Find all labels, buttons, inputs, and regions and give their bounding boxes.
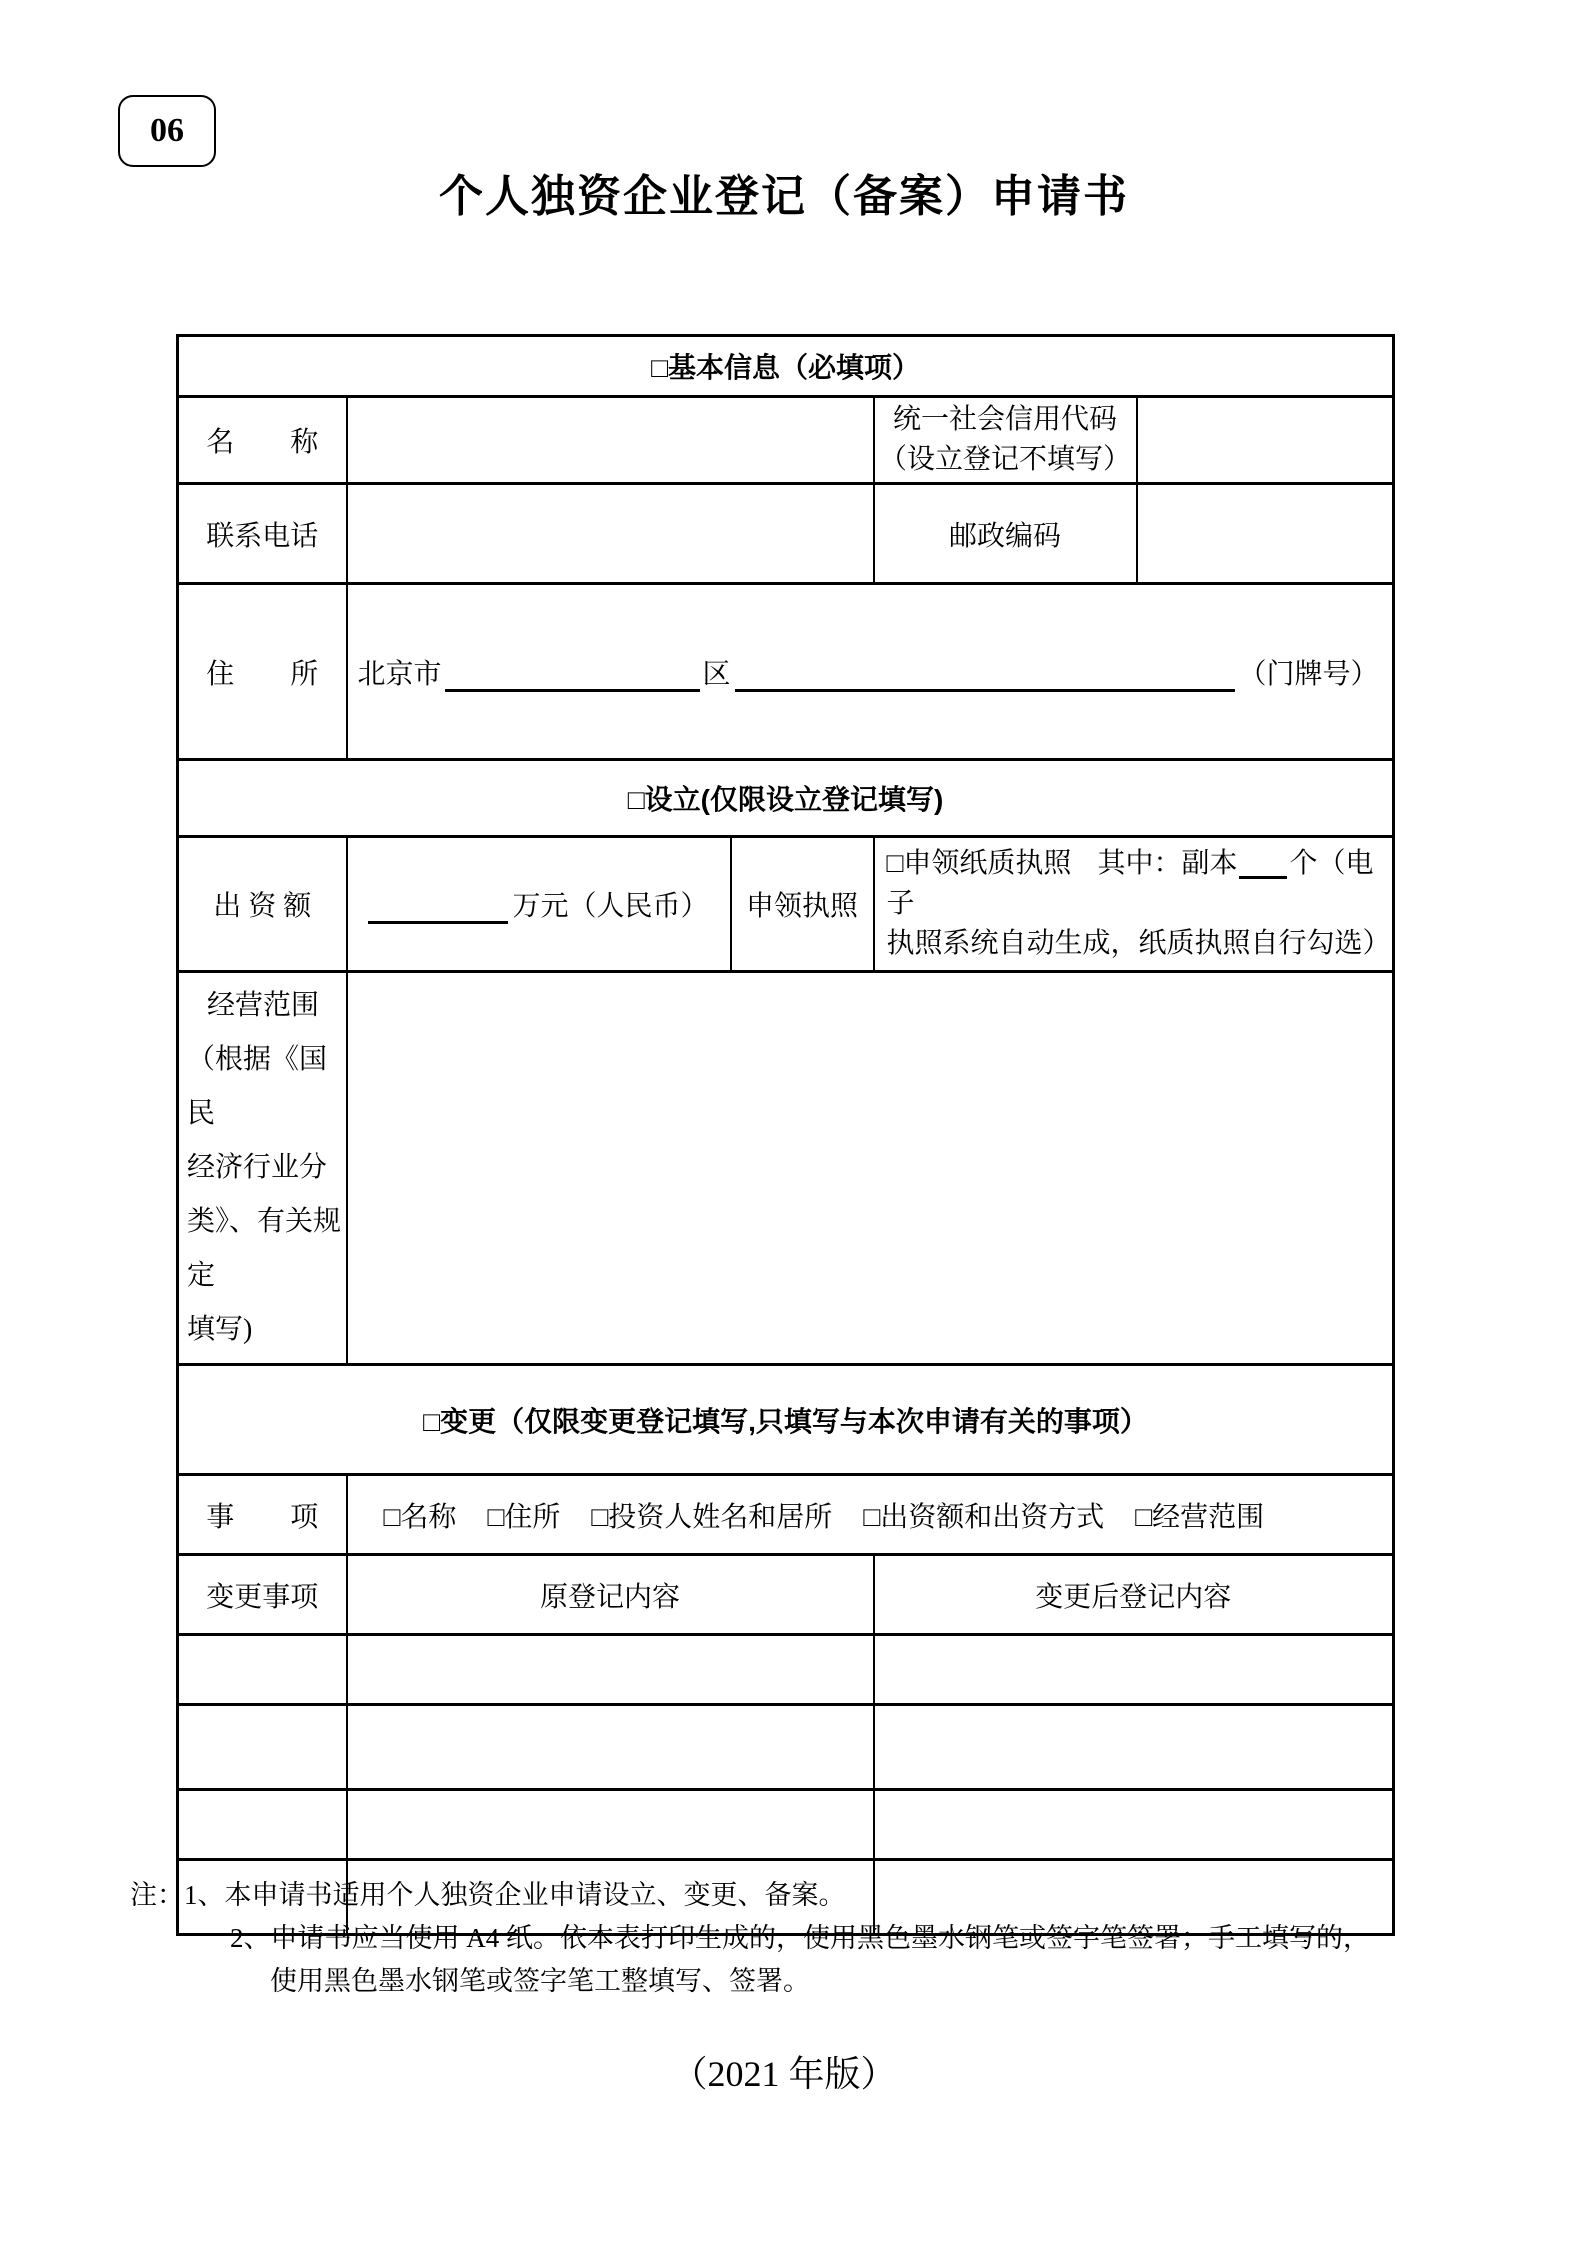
credit-code-value-cell[interactable] xyxy=(1137,397,1394,484)
establish-section-title: 设立(仅限设立登记填写) xyxy=(644,784,944,815)
change-items-label: 事 项 xyxy=(178,1475,347,1555)
name-label: 名 称 xyxy=(178,397,347,484)
change-row-1-original-cell[interactable] xyxy=(347,1635,874,1705)
version-label: （2021 年版） xyxy=(671,2054,897,2094)
item-capital-checkbox[interactable]: □ xyxy=(863,1501,881,1533)
footnotes xyxy=(130,1874,1490,2003)
item-name-text: 名称 xyxy=(400,1501,457,1533)
license-label: 申领执照 xyxy=(731,837,874,972)
footnote-line-3: 使用黑色墨水钢笔或签字笔工整填写、签署。 xyxy=(270,1966,810,1996)
capital-unit-text: 万元（人民币） xyxy=(512,891,709,922)
footnote-line-1: 注：1、本申请书适用个人独资企业申请设立、变更、备案。 xyxy=(130,1880,846,1910)
change-row-2-item-cell[interactable] xyxy=(178,1705,347,1790)
change-row-2 xyxy=(178,1705,1394,1790)
name-value-cell[interactable] xyxy=(347,397,874,484)
change-row-1-after-cell[interactable] xyxy=(874,1635,1394,1705)
change-row-1-item-cell[interactable] xyxy=(178,1635,347,1705)
paper-license-cell xyxy=(874,837,1394,972)
change-item-column-header: 变更事项 xyxy=(178,1555,347,1635)
address-label: 住 所 xyxy=(178,584,347,760)
establish-section-checkbox[interactable]: □ xyxy=(627,784,645,815)
item-capital-text: 出资额和出资方式 xyxy=(880,1501,1105,1533)
license-copies-text: 其中：副本 xyxy=(1097,848,1238,879)
paper-license-option-text: 申领纸质执照 xyxy=(903,848,1072,879)
business-scope-label: 经营范围 （根据《国民 经济行业分 类》、有关规定 填写) xyxy=(178,972,347,1365)
page-title: 个人独资企业登记（备案）申请书 xyxy=(439,172,1129,221)
change-row-2-after-cell[interactable] xyxy=(874,1705,1394,1790)
item-investor-text: 投资人姓名和居所 xyxy=(608,1501,833,1533)
address-district-text: 区 xyxy=(702,658,731,690)
footnote-line-2: 2、申请书应当使用 A4 纸。依本表打印生成的，使用黑色墨水钢笔或签字笔签署；手工填写的， xyxy=(230,1923,1370,1953)
corner-tab xyxy=(118,95,216,167)
change-section-header xyxy=(178,1365,1394,1475)
change-row-2-original-cell[interactable] xyxy=(347,1705,874,1790)
change-section-title: 变更（仅限变更登记填写,只填写与本次申请有关的事项） xyxy=(440,1405,1148,1437)
address-housenumber-text: （门牌号） xyxy=(1238,658,1379,690)
item-address-checkbox[interactable]: □ xyxy=(487,1501,505,1533)
change-row-3-after-cell[interactable] xyxy=(874,1790,1394,1860)
capital-value-cell xyxy=(347,837,731,972)
basic-info-section-title: 基本信息（必填项） xyxy=(667,352,920,383)
paper-license-line1 xyxy=(887,844,1381,924)
change-items-cell xyxy=(347,1475,1394,1555)
license-copies-blank[interactable] xyxy=(1239,853,1287,879)
item-investor-checkbox[interactable]: □ xyxy=(591,1501,609,1533)
change-section-checkbox[interactable]: □ xyxy=(423,1405,441,1437)
paper-license-line2: 执照系统自动生成，纸质执照自行勾选） xyxy=(886,928,1391,959)
capital-label: 出 资 额 xyxy=(178,837,347,972)
postal-code-value-cell[interactable] xyxy=(1137,484,1394,584)
change-row-3 xyxy=(178,1790,1394,1860)
item-scope-checkbox[interactable]: □ xyxy=(1135,1501,1153,1533)
capital-amount-blank[interactable] xyxy=(368,894,508,924)
change-row-3-item-cell[interactable] xyxy=(178,1790,347,1860)
phone-label: 联系电话 xyxy=(178,484,347,584)
address-street-blank[interactable] xyxy=(735,662,1235,692)
corner-tab-number: 06 xyxy=(150,112,184,149)
item-address-text: 住所 xyxy=(504,1501,561,1533)
establish-section-header xyxy=(178,760,1394,837)
address-district-blank[interactable] xyxy=(445,662,700,692)
original-content-column-header: 原登记内容 xyxy=(347,1555,874,1635)
credit-code-label: 统一社会信用代码 （设立登记不填写） xyxy=(874,397,1137,484)
change-row-1 xyxy=(178,1635,1394,1705)
application-form-table xyxy=(176,334,1395,1936)
business-scope-value-cell[interactable] xyxy=(347,972,1394,1365)
phone-value-cell[interactable] xyxy=(347,484,874,584)
license-copies-suffix-text: 个（电子 xyxy=(886,848,1374,919)
address-city-text: 北京市 xyxy=(357,658,442,690)
changed-content-column-header: 变更后登记内容 xyxy=(874,1555,1394,1635)
address-value-cell xyxy=(347,584,1394,760)
paper-license-checkbox[interactable]: □ xyxy=(886,848,904,879)
basic-info-section-header xyxy=(178,336,1394,397)
item-scope-text: 经营范围 xyxy=(1152,1501,1265,1533)
item-name-checkbox[interactable]: □ xyxy=(383,1501,401,1533)
change-row-3-original-cell[interactable] xyxy=(347,1790,874,1860)
postal-code-label: 邮政编码 xyxy=(874,484,1137,584)
basic-info-section-checkbox[interactable]: □ xyxy=(651,352,668,383)
